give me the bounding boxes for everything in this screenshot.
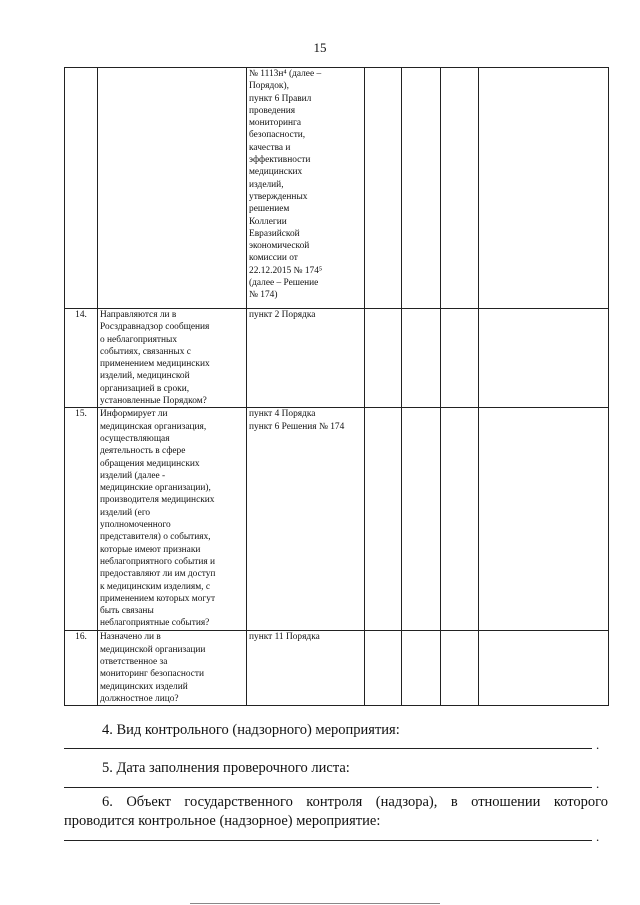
row-question: Информирует ли медицинская организация, осуществляющая деятельность в сфере обращения медицинских изделий (далее - медицинские организации), производителя медицинских изделий (его уполномоченного представителя) о событиях, которые имеют признаки неблагоприятного события и предоставляют ли им доступ к медицинским изделиям, с применением которых могут быть связаны неблагоприятные события?: [98, 408, 247, 631]
section-4-heading: 4. Вид контрольного (надзорного) мероприятия:: [102, 722, 400, 738]
table-row: [65, 309, 609, 408]
section-6-end-dot: .: [596, 829, 600, 844]
row-requirements: пункт 11 Порядка: [247, 631, 365, 706]
answer-no-cell[interactable]: [402, 408, 441, 631]
section-6: [64, 793, 608, 831]
table-row: [65, 408, 609, 631]
page-number: 15: [313, 40, 327, 55]
section-6-continuation: проводится контрольное (надзорное) мероприятие:: [64, 813, 381, 829]
section-5-heading: 5. Дата заполнения проверочного листа:: [102, 760, 350, 776]
answer-yes-cell[interactable]: [365, 68, 402, 309]
row-number: [65, 68, 98, 309]
row-number: 15.: [65, 408, 98, 631]
answer-yes-cell[interactable]: [365, 408, 402, 631]
answer-na-cell[interactable]: [441, 631, 479, 706]
note-cell[interactable]: [479, 309, 609, 408]
table-row: [65, 68, 609, 309]
row-number: 16.: [65, 631, 98, 706]
note-cell[interactable]: [479, 408, 609, 631]
table-row: [65, 631, 609, 706]
row-requirements: пункт 2 Порядка: [247, 309, 365, 408]
note-cell[interactable]: [479, 68, 609, 309]
section-6-heading: 6. Объект государственного контроля (надзора), в отношении которого: [102, 794, 608, 810]
answer-na-cell[interactable]: [441, 309, 479, 408]
answer-na-cell[interactable]: [441, 68, 479, 309]
answer-no-cell[interactable]: [402, 68, 441, 309]
section-4-end-dot: .: [596, 737, 600, 752]
answer-no-cell[interactable]: [402, 309, 441, 408]
answer-no-cell[interactable]: [402, 631, 441, 706]
section-4: [64, 721, 608, 740]
answer-na-cell[interactable]: [441, 408, 479, 631]
row-question: Назначено ли в медицинской организации ответственное за мониторинг безопасности медицинских изделий должностное лицо?: [98, 631, 247, 706]
answer-yes-cell[interactable]: [365, 309, 402, 408]
row-question: [98, 68, 247, 309]
checklist-table: [64, 67, 609, 706]
section-5: [64, 759, 608, 778]
note-cell[interactable]: [479, 631, 609, 706]
row-question: Направляются ли в Росздравнадзор сообщения о неблагоприятных событиях, связанных с применением медицинских изделий, медицинской организацией в сроки, установленные Порядком?: [98, 309, 247, 408]
section-5-fill-line[interactable]: [64, 787, 592, 788]
answer-yes-cell[interactable]: [365, 631, 402, 706]
row-number: 14.: [65, 309, 98, 408]
row-requirements: № 1113н⁴ (далее – Порядок), пункт 6 Правил проведения мониторинга безопасности, качества и эффективности медицинских изделий, утвержденных решением Коллегии Евразийской экономической комиссии от 22.12.2015 № 174⁵ (далее – Решение № 174): [247, 68, 365, 309]
row-requirements: пункт 4 Порядка пункт 6 Решения № 174: [247, 408, 365, 631]
section-4-fill-line[interactable]: [64, 748, 592, 749]
bottom-divider: [190, 903, 440, 904]
section-5-end-dot: .: [596, 776, 600, 791]
section-6-fill-line[interactable]: [64, 840, 592, 841]
